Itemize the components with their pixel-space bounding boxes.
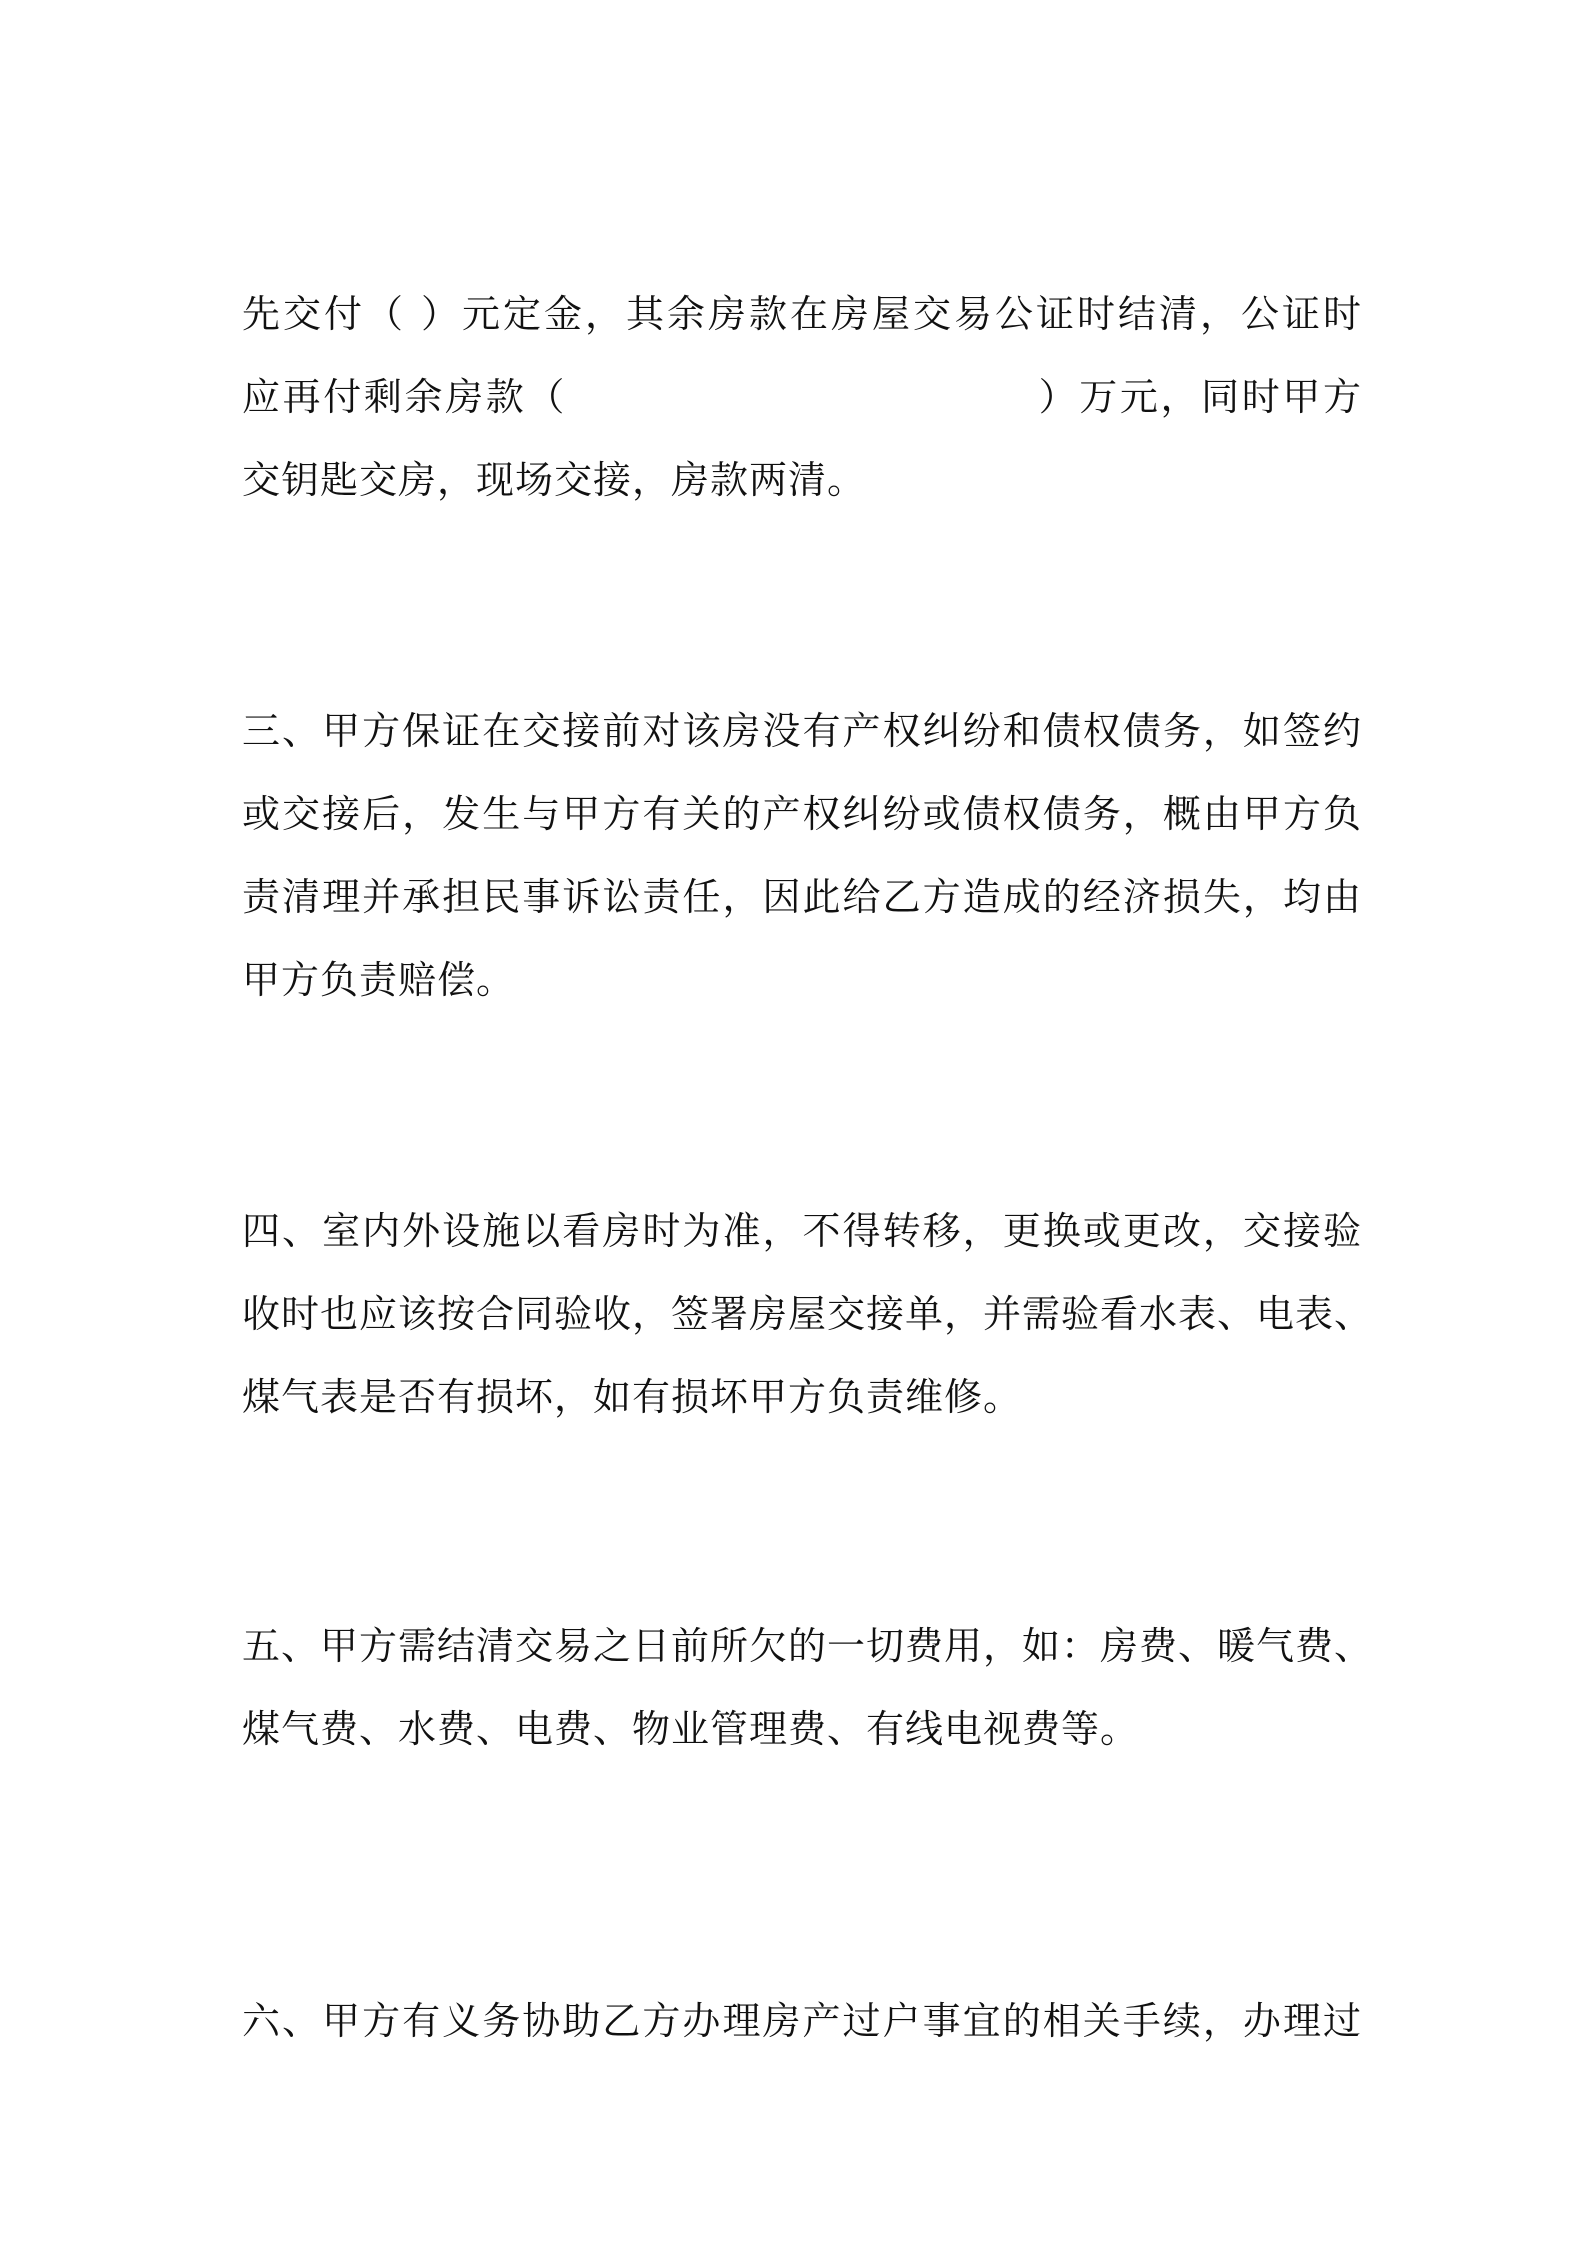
text-line: 责清理并承担民事诉讼责任，因此给乙方造成的经济损失，均由 xyxy=(242,875,1362,919)
text-fragment: 应再付剩余房款（ xyxy=(242,375,567,419)
text-line: 煤气费、水费、电费、物业管理费、有线电视费等。 xyxy=(242,1707,1140,1751)
text-line: 三、甲方保证在交接前对该房没有产权纠纷和债权债务，如签约 xyxy=(242,709,1362,753)
text-line: 收时也应该按合同验收，签署房屋交接单，并需验看水表、电表、 xyxy=(242,1292,1374,1336)
text-line: 先交付（ ）元定金，其余房款在房屋交易公证时结清，公证时 xyxy=(242,292,1362,336)
text-line: 煤气表是否有损坏，如有损坏甲方负责维修。 xyxy=(242,1375,1023,1419)
text-line: 六、甲方有义务协助乙方办理房产过户事宜的相关手续，办理过 xyxy=(242,1999,1362,2043)
text-line: 交钥匙交房，现场交接，房款两清。 xyxy=(242,458,867,502)
clause-five xyxy=(242,1605,1374,1771)
clause-six xyxy=(242,1980,1362,2063)
text-line-with-blank xyxy=(242,356,1362,439)
text-line: 甲方负责赔偿。 xyxy=(242,958,516,1002)
text-line: 四、室内外设施以看房时为准，不得转移，更换或更改，交接验 xyxy=(242,1209,1362,1253)
text-line: 五、甲方需结清交易之日前所欠的一切费用，如：房费、暖气费、 xyxy=(242,1624,1374,1668)
text-fragment: ）万元，同时甲方 xyxy=(1037,375,1362,419)
clause-four xyxy=(242,1190,1374,1439)
text-line: 或交接后，发生与甲方有关的产权纠纷或债权债务，概由甲方负 xyxy=(242,792,1362,836)
payment-paragraph xyxy=(242,273,1362,522)
clause-three xyxy=(242,690,1362,1022)
